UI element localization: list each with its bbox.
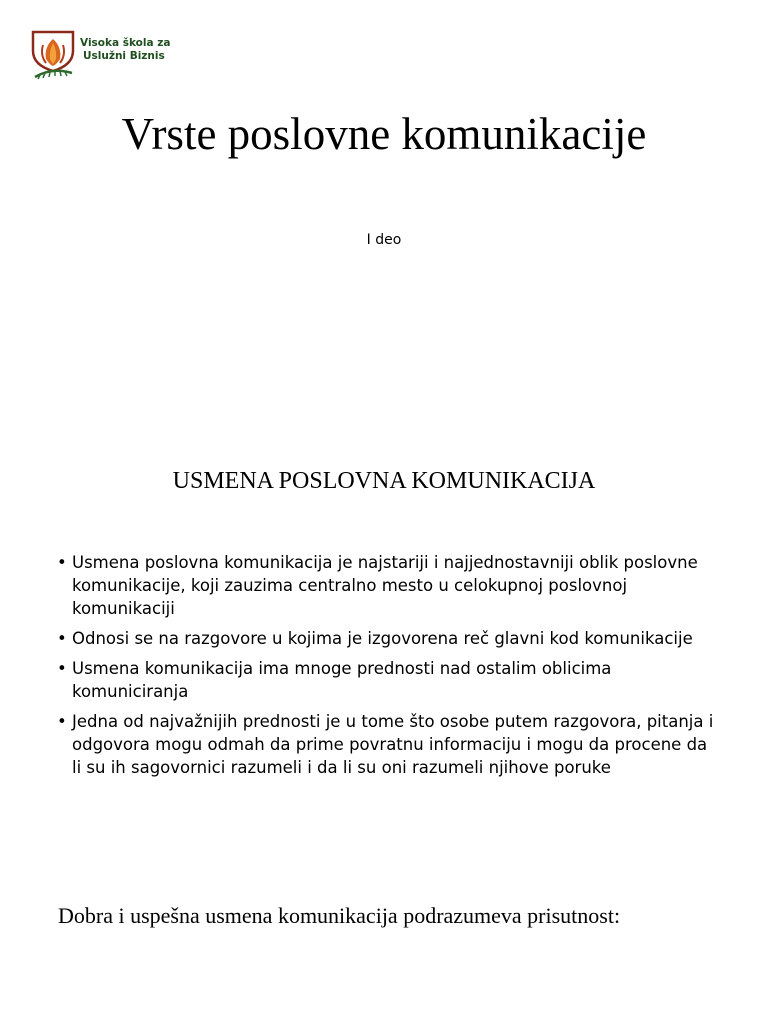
bullet-list (56, 551, 716, 786)
list-item-text: Jedna od najvažnijih prednosti je u tome što osobe putem razgovora, pitanja i odgovora mogu odmah da prime povratnu informaciju i mogu da procene da li su ih sagovornici razumeli i da li su oni razumeli njihove poruke (72, 712, 714, 777)
page-title: Vrste poslovne komunikacije (121, 109, 647, 159)
list-item (56, 551, 716, 620)
list-item-text: Usmena komunikacija ima mnoge prednosti nad ostalim oblicima komuniciranja (72, 659, 612, 701)
bullet-marker: • (57, 712, 67, 731)
list-item (56, 657, 716, 703)
list-item-text: Odnosi se na razgovore u kojima je izgovorena reč glavni kod komunikacije (72, 629, 693, 648)
logo-text-line-1: Visoka škola za (80, 37, 171, 49)
logo-text-line-2: Uslužni Biznis (83, 50, 165, 62)
school-logo (30, 27, 170, 83)
page-subtitle: I deo (366, 232, 402, 248)
list-item-text: Usmena poslovna komunikacija je najstariji i najjednostavniji oblik poslovne komunikacije, koji zauzima centralno mesto u celokupnoj poslovnoj komunikaciji (72, 553, 698, 618)
closing-sentence: Dobra i uspešna usmena komunikacija podrazumeva prisutnost: (58, 903, 621, 928)
list-item (56, 710, 716, 779)
logo-text (80, 37, 170, 63)
logo-emblem-icon (30, 27, 80, 83)
section-heading: USMENA POSLOVNA KOMUNIKACIJA (172, 468, 596, 494)
bullet-marker: • (57, 659, 67, 678)
bullet-marker: • (57, 553, 67, 572)
bullet-marker: • (57, 629, 67, 648)
list-item (56, 627, 716, 650)
